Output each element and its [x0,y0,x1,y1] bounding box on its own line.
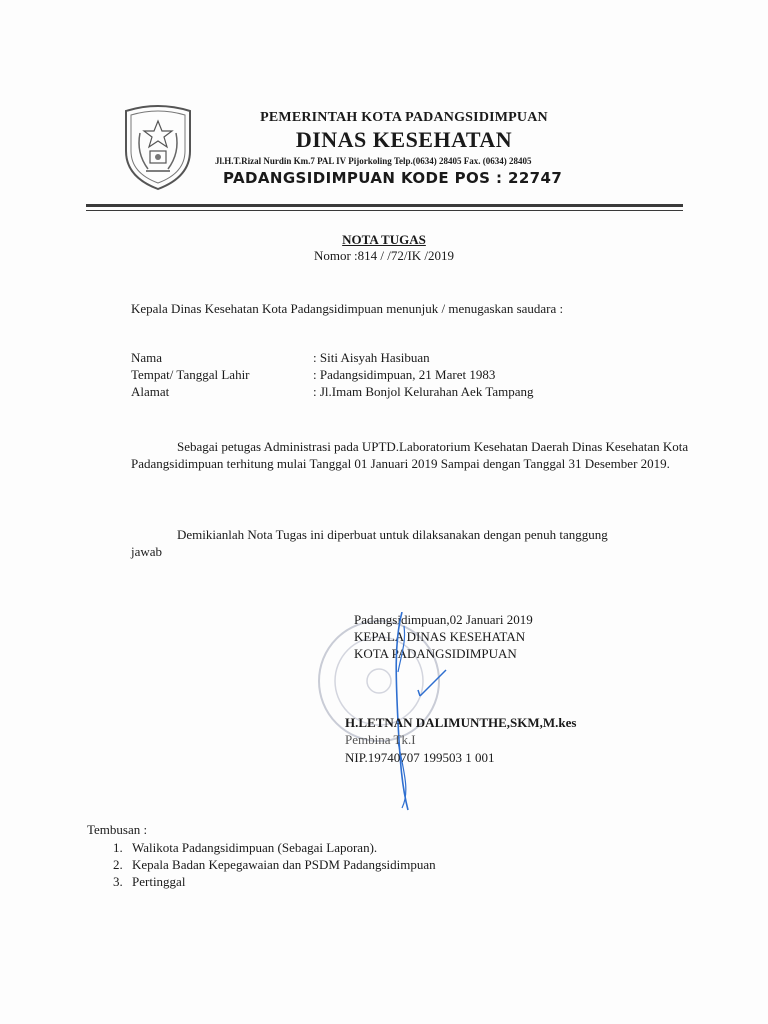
letterhead-rule-thick [86,204,683,207]
field-label: Tempat/ Tanggal Lahir [131,367,250,382]
field-row-name [131,349,534,366]
letterhead-rule-thin [86,210,683,211]
field-label: Alamat [131,384,170,399]
intro-text: Kepala Dinas Kesehatan Kota Padangsidimpuan menunjuk / menugaskan saudara : [131,301,564,316]
field-row-address [131,383,534,400]
assignment-paragraph: Sebagai petugas Administrasi pada UPTD.Laboratorium Kesehatan Daerah Dinas Kesehatan Kota Padangsidimpuan terhitung mulai Tanggal 01 Januari 2019 Sampai dengan Tanggal 31 Desember 2019. [131,439,689,471]
signature-position: KEPALA DINAS KESEHATAN [354,629,526,644]
closing-paragraph: Demikianlah Nota Tugas ini diperbuat untuk dilaksanakan dengan penuh tanggung jawab [131,527,608,559]
list-item-text: Kepala Badan Kepegawaian dan PSDM Padangsidimpuan [132,857,436,872]
list-item-text: Pertinggal [132,874,186,889]
field-label: Nama [131,350,163,365]
tembusan-label: Tembusan : [87,822,148,837]
list-item-text: Walikota Padangsidimpuan (Sebagai Laporan). [132,840,378,855]
letterhead-office: DINAS KESEHATAN [295,127,513,152]
list-item-number: 2. [113,857,123,872]
document-number: Nomor :814 / /72/IK /2019 [313,248,455,263]
signature-position-city: KOTA PADANGSIDIMPUAN [354,646,517,661]
signatory-name: H.LETNAN DALIMUNTHE,SKM,M.kes [345,715,577,730]
signatory-rank: Pembina Tk.I [345,732,416,747]
document-title: NOTA TUGAS [342,232,426,247]
list-item [113,839,436,856]
list-item-number: 3. [113,874,123,889]
handwritten-signature-icon [380,612,460,812]
letterhead-government: PEMERINTAH KOTA PADANGSIDIMPUAN [260,110,548,125]
assignee-details [131,349,534,400]
signatory-nip: NIP.19740707 199503 1 001 [345,750,495,765]
signature-place-date: Padangsidimpuan,02 Januari 2019 [354,612,533,627]
list-item-number: 1. [113,840,123,855]
field-value: : Jl.Imam Bonjol Kelurahan Aek Tampang [313,384,534,399]
letterhead-address: Jl.H.T.Rizal Nurdin Km.7 PAL IV Pijorkoling Telp.(0634) 28405 Fax. (0634) 28405 [215,156,532,166]
field-row-birth [131,366,534,383]
list-item [113,856,436,873]
field-value: : Padangsidimpuan, 21 Maret 1983 [313,367,496,382]
tembusan-list [113,839,436,890]
field-value: : Siti Aisyah Hasibuan [313,350,430,365]
letterhead-city-postcode: PADANGSIDIMPUAN KODE POS : 22747 [223,169,563,187]
list-item [113,873,436,890]
